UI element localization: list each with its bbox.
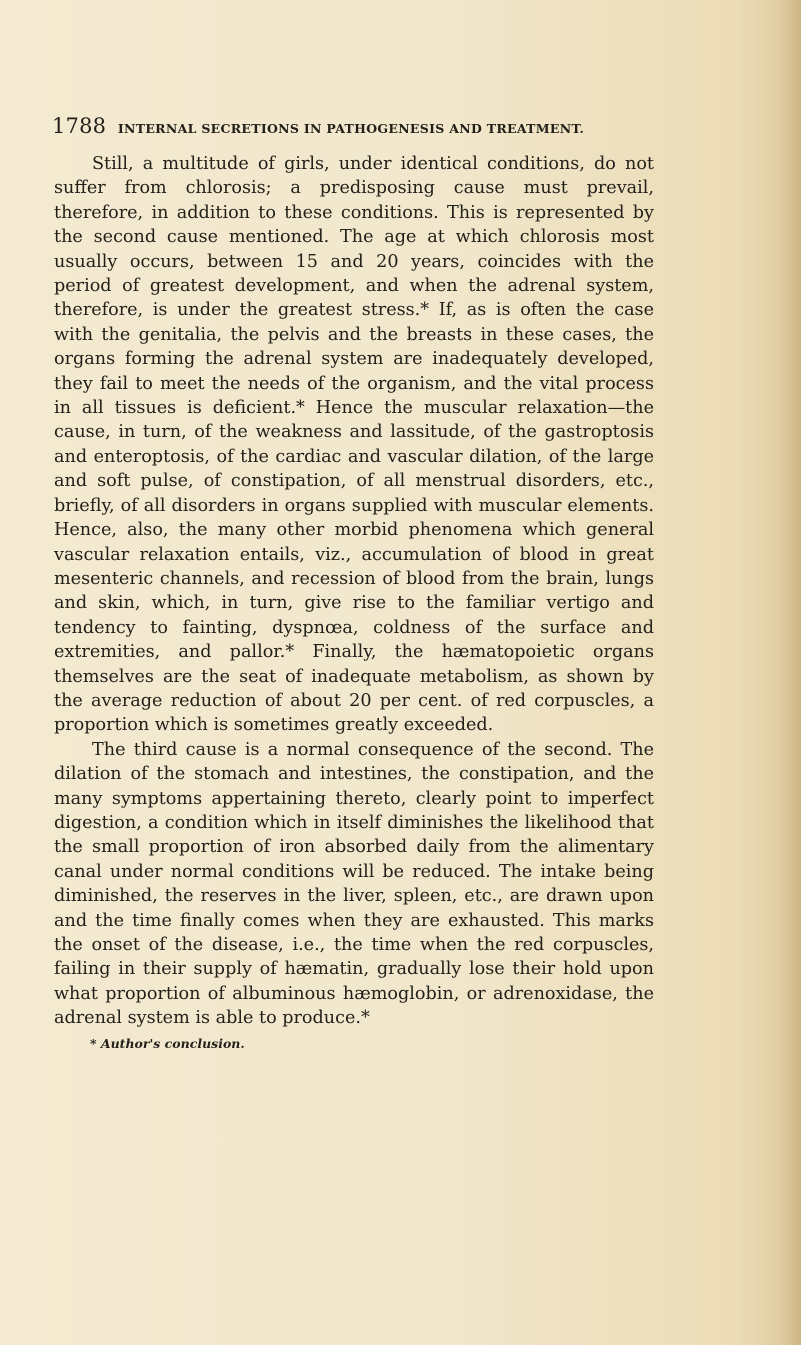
running-title: INTERNAL SECRETIONS IN PATHOGENESIS AND TREATMENT. (117, 121, 585, 136)
running-header (52, 116, 654, 139)
body-paragraph-2: The third cause is a normal consequence of the second. The dilation of the stomach and intestines, the constipation, and the many symptoms appertaining thereto, clearly point to imperfect digestion, a condition which in itself diminishes the likelihood that the small proportion of iron absorbed daily from the alimentary canal under normal conditions will be reduced. The intake being diminished, the reserves in the liver, spleen, etc., are drawn upon and the time finally comes when they are exhausted. This marks the onset of the disease, i.e., the time when the red corpuscles, failing in their supply of hæmatin, gradually lose their hold upon what proportion of albuminous hæmoglobin, or adrenoxidase, the adrenal system is able to produce.* (54, 739, 654, 1029)
page-edge-shadow (779, 0, 801, 1345)
page-content (54, 116, 654, 1052)
footnote: * Author's conclusion. (90, 1035, 245, 1051)
body-paragraph-1: Still, a multitude of girls, under identical conditions, do not suffer from chlorosis; a predisposing cause must prevail, therefore, in addition to these conditions. This is represented by the second cause mentioned. The age at which chlorosis most usually occurs, between 15 and 20 years, coincides with the period of greatest development, and when the adrenal system, therefore, is under the greatest stress.* If, as is often the case with the genitalia, the pelvis and the breasts in these cases, the organs forming the adrenal system are inadequately developed, they fail to meet the needs of the organism, and the vital process in all tissues is deficient.* Hence the muscular relaxation—the cause, in turn, of the weakness and lassitude, of the gastroptosis and enteroptosis, of the cardiac and vascular dilation, of the large and soft pulse, of constipation, of all menstrual disorders, etc., briefly, of all disorders in organs supplied with muscular elements. Hence, also, the many other morbid phenomena which general vascular relaxation entails, viz., accumulation of blood in great mesenteric channels, and recession of blood from the brain, lungs and skin, which, in turn, give rise to the familiar vertigo and tendency to fainting, dyspnœa, coldness of the surface and extremities, and pallor.* Finally, the hæmatopoietic organs themselves are the seat of inadequate metabolism, as shown by the average reduction of about 20 per cent. of red corpuscles, a proportion which is sometimes greatly exceeded. (54, 154, 654, 736)
page-number: 1788 (52, 114, 107, 138)
